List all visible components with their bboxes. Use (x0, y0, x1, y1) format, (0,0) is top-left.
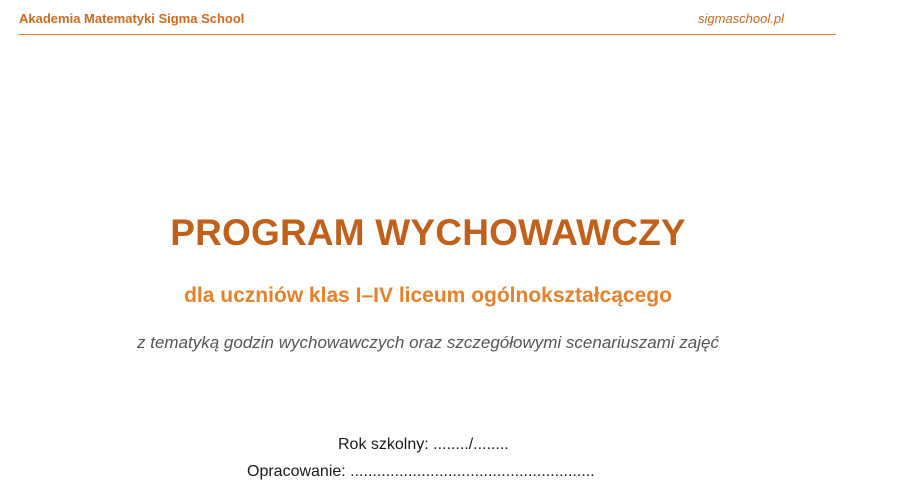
document-subtitle: dla uczniów klas I–IV liceum ogólnokształcącego (184, 284, 672, 307)
school-year-field: Rok szkolny: ......../........ (338, 436, 509, 453)
prepared-by-field: Opracowanie: ....................................................... (247, 463, 595, 480)
organization-name: Akademia Matematyki Sigma School (19, 11, 245, 26)
document-description: z tematyką godzin wychowawczych oraz szczegółowymi scenariuszami zajęć (137, 333, 719, 352)
page-header (19, 8, 836, 35)
website-link[interactable]: sigmaschool.pl (698, 11, 784, 26)
document-title: PROGRAM WYCHOWAWCZY (170, 212, 686, 253)
